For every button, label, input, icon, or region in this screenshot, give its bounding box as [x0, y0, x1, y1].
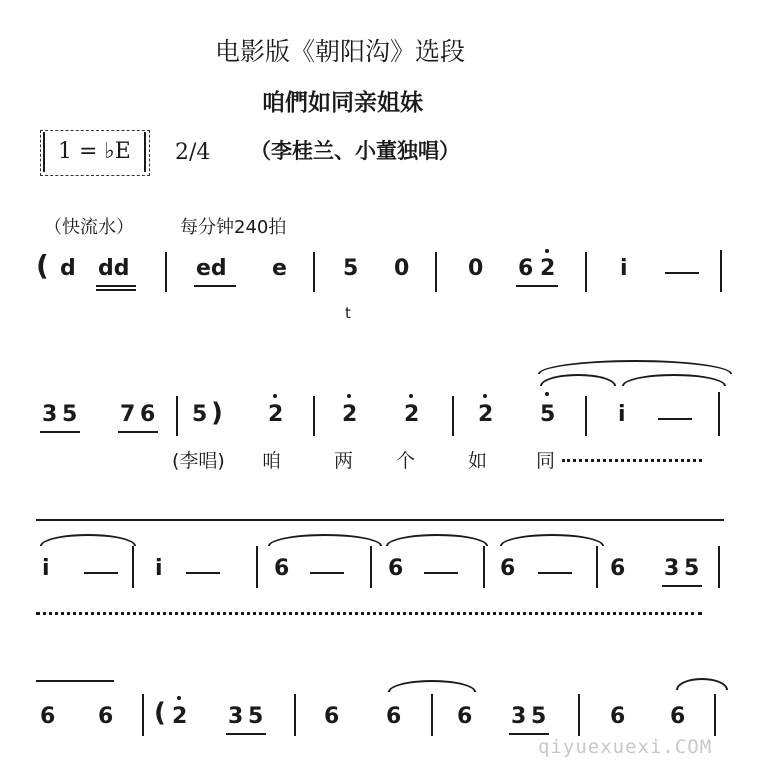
note: 2 [478, 402, 494, 427]
singers-label: （李桂兰、小董独唱） [250, 139, 460, 163]
lyric: 同 [536, 450, 556, 472]
note: 2 [268, 402, 284, 427]
paren-open: ( [154, 698, 166, 728]
note: 5 [192, 402, 208, 427]
note: dd [98, 256, 130, 281]
note: 3 [42, 402, 58, 427]
slur [540, 374, 616, 386]
melisma-dots [36, 612, 702, 615]
note: 6 [518, 256, 534, 281]
note: 0 [468, 256, 484, 281]
note: 6 [670, 704, 686, 729]
note: i [42, 556, 50, 581]
lyric: 两 [334, 450, 354, 472]
paren-open: ( [36, 249, 49, 282]
key-signature: 1 = ♭E [58, 139, 131, 164]
tie-line [36, 680, 114, 682]
lyric: 咱 [262, 450, 282, 472]
note: 3 [228, 704, 244, 729]
slur [386, 534, 488, 546]
note: 6 [610, 556, 626, 581]
sustain-dash [538, 572, 572, 574]
note: 2 [404, 402, 420, 427]
tempo-style: （快流水） [44, 217, 134, 238]
note: 3 [511, 704, 527, 729]
slur [500, 534, 604, 546]
slur [40, 534, 136, 546]
note: 5 [684, 556, 700, 581]
lyric: 如 [468, 450, 488, 472]
note: 6 [98, 704, 114, 729]
note: 6 [500, 556, 516, 581]
tempo-marking: 每分钟240拍 [180, 217, 287, 238]
note: 5 [540, 402, 556, 427]
sustain-dash [665, 272, 699, 274]
note: e [272, 256, 287, 281]
note: i [620, 256, 628, 281]
slur [268, 534, 382, 546]
sustain-dash [310, 572, 344, 574]
sustain-dash [186, 572, 220, 574]
sustain-dash [658, 418, 692, 420]
slur [538, 360, 732, 374]
slur [622, 374, 726, 386]
note: 6 [386, 704, 402, 729]
lyric-singer: (李唱) [172, 450, 225, 472]
note: ed [196, 256, 227, 281]
paren-close: ) [211, 398, 223, 428]
note: 3 [664, 556, 680, 581]
note: 6 [388, 556, 404, 581]
note: 0 [394, 256, 410, 281]
sustain-dash [84, 572, 118, 574]
note: 2 [342, 402, 358, 427]
time-signature: 2/4 [175, 140, 211, 165]
note: 7 [120, 402, 136, 427]
watermark: qiyuexuexi.COM [538, 736, 713, 758]
note: 6 [457, 704, 473, 729]
note: 5 [248, 704, 264, 729]
note: 6 [140, 402, 156, 427]
note: 6 [40, 704, 56, 729]
note: 6 [324, 704, 340, 729]
sustain-dash [424, 572, 458, 574]
slur [388, 680, 476, 692]
note: i [155, 556, 163, 581]
note: 5 [531, 704, 547, 729]
note: d [60, 256, 76, 281]
note: 6 [274, 556, 290, 581]
note: 6 [610, 704, 626, 729]
tie-line [36, 519, 724, 521]
technique-mark: t [345, 304, 351, 322]
note: 5 [62, 402, 78, 427]
lyric: 个 [396, 450, 416, 472]
song-title: 咱們如同亲姐妹 [262, 90, 423, 116]
note: 2 [172, 704, 188, 729]
page-title: 电影版《朝阳沟》选段 [215, 37, 466, 66]
note: 5 [343, 256, 359, 281]
melisma-dots [562, 459, 702, 462]
slur [676, 678, 728, 690]
note: 2 [540, 256, 556, 281]
note: i [618, 402, 626, 427]
